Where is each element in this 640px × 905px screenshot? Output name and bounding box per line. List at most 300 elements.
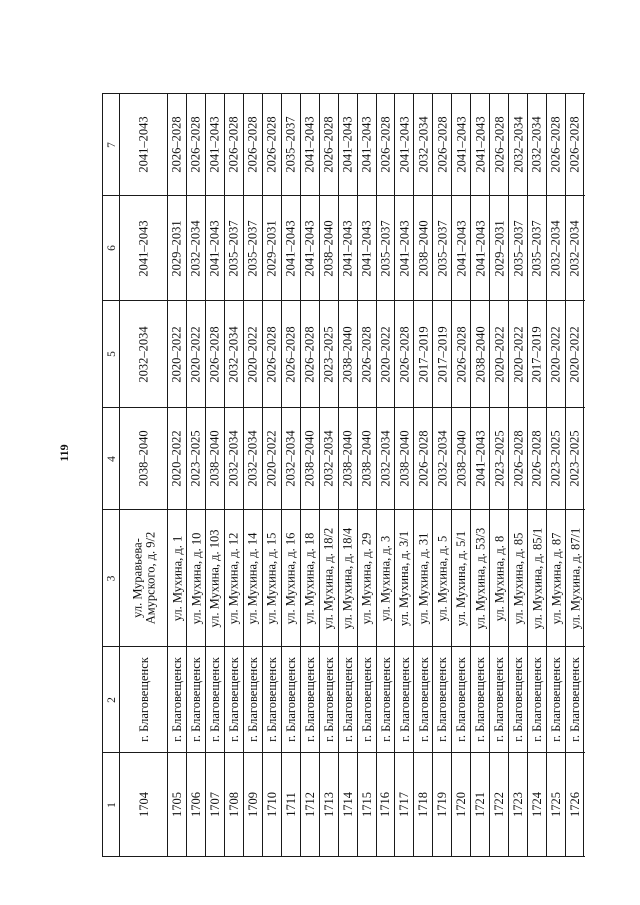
cell-text: 7: [105, 141, 118, 148]
cell-text: 1720: [454, 792, 469, 817]
cell-col-4: [490, 407, 509, 509]
cell-text: 2026–2028: [454, 325, 469, 383]
cell-col-6: [509, 195, 528, 300]
cell-col-5: [263, 300, 282, 407]
cell-text: 2035–2037: [245, 219, 260, 277]
cell-text: г. Благовещенск: [492, 657, 507, 742]
cell-col-6: [206, 195, 225, 300]
cell-text: 1717: [397, 792, 412, 817]
cell-text: 2041–2043: [359, 116, 374, 173]
cell-col-6: [547, 195, 566, 300]
cell-col-3: [206, 509, 225, 646]
cell-col-2: [471, 646, 490, 752]
cell-col-6: [320, 195, 339, 300]
cell-col-3: [452, 509, 471, 646]
cell-text: г. Благовещенск: [435, 657, 450, 742]
cell-col-7: [490, 93, 509, 195]
cell-text: 2020–2022: [188, 325, 203, 383]
cell-text: 2038–2040: [416, 219, 431, 277]
table-row: [300, 93, 319, 857]
cell-col-4: [120, 407, 168, 509]
cell-text: 2026–2028: [435, 116, 450, 173]
cell-text: 2026–2028: [492, 116, 507, 173]
cell-col-3: [395, 509, 414, 646]
cell-text: ул. Мухина, д. 1: [169, 535, 184, 621]
cell-text: 1711: [283, 792, 298, 817]
cell-text: г. Благовещенск: [321, 657, 336, 742]
cell-text: 2020–2022: [549, 325, 564, 383]
cell-col-7: [187, 93, 206, 195]
cell-text: ул. Мухина, д. 3/1: [397, 530, 412, 626]
cell-col-4: [528, 407, 547, 509]
cell-text: 2038–2040: [321, 219, 336, 277]
cell-col-7: [244, 93, 263, 195]
cell-col-7: [263, 93, 282, 195]
cell-col-4: [433, 407, 452, 509]
table-row: [224, 93, 243, 857]
cell-text: 2035–2037: [226, 219, 241, 277]
cell-col-1: [282, 752, 301, 857]
cell-col-5: [471, 300, 490, 407]
cell-text: ул. Мухина, д. 87: [549, 532, 564, 624]
cell-col-6: [395, 195, 414, 300]
cell-text: 2026–2028: [188, 116, 203, 173]
table-row: [565, 93, 584, 857]
cell-text: 2026–2028: [245, 116, 260, 173]
data-table: [102, 93, 584, 857]
cell-text: 2041–2043: [454, 219, 469, 277]
table-row: [489, 93, 508, 857]
cell-text: 2041–2043: [473, 219, 488, 277]
cell-text: ул. Мухина, д. 15: [264, 532, 279, 624]
cell-col-4: [414, 407, 433, 509]
cell-text: 1721: [473, 792, 488, 817]
cell-text: 2041–2043: [207, 116, 222, 173]
cell-text: 5: [105, 351, 118, 357]
cell-text: г. Благовещенск: [416, 657, 431, 742]
cell-text: ул. Мухина, д. 18/2: [321, 527, 336, 629]
cell-text: 2026–2028: [378, 116, 393, 173]
cell-text: 2038–2040: [359, 430, 374, 487]
cell-col-6: [263, 195, 282, 300]
cell-col-5: [320, 300, 339, 407]
cell-col-4: [452, 407, 471, 509]
cell-text: ул. Мухина, д. 16: [283, 532, 298, 624]
cell-col-1: [395, 752, 414, 857]
cell-text: г. Благовещенск: [340, 657, 355, 742]
cell-text: 2032–2034: [511, 116, 526, 173]
cell-text: г. Благовещенск: [454, 657, 469, 742]
cell-col-4: [244, 407, 263, 509]
cell-col-5: [547, 300, 566, 407]
header-cell-col-2: [103, 646, 120, 752]
cell-col-2: [244, 646, 263, 752]
table-header-row: [102, 93, 119, 857]
table-row: [338, 93, 357, 857]
cell-col-3: [377, 509, 396, 646]
cell-col-6: [282, 195, 301, 300]
cell-text: 2020–2022: [568, 325, 583, 383]
cell-col-4: [282, 407, 301, 509]
cell-text: 2041–2043: [397, 116, 412, 173]
cell-col-2: [547, 646, 566, 752]
cell-col-7: [433, 93, 452, 195]
cell-col-2: [528, 646, 547, 752]
cell-text: 2026–2028: [207, 325, 222, 383]
cell-text: г. Благовещенск: [169, 657, 184, 742]
cell-text: г. Благовещенск: [207, 657, 222, 742]
cell-col-4: [225, 407, 244, 509]
cell-col-4: [168, 407, 187, 509]
cell-col-3: [244, 509, 263, 646]
cell-col-4: [339, 407, 358, 509]
cell-col-1: [339, 752, 358, 857]
cell-col-5: [339, 300, 358, 407]
cell-col-1: [225, 752, 244, 857]
cell-text: 2023–2025: [568, 430, 583, 487]
cell-col-6: [433, 195, 452, 300]
cell-col-7: [339, 93, 358, 195]
cell-col-6: [225, 195, 244, 300]
cell-text: 2020–2022: [378, 325, 393, 383]
cell-col-3: [339, 509, 358, 646]
cell-text: 2041–2043: [283, 219, 298, 277]
cell-text: 1712: [302, 792, 317, 817]
cell-col-4: [320, 407, 339, 509]
cell-text: ул. Мухина, д. 87/1: [568, 527, 583, 629]
cell-col-7: [206, 93, 225, 195]
cell-text: 2017–2019: [530, 325, 545, 383]
cell-text: 2032–2034: [136, 325, 151, 383]
cell-col-3: [528, 509, 547, 646]
cell-col-2: [206, 646, 225, 752]
cell-text: 1724: [530, 792, 545, 817]
cell-col-4: [377, 407, 396, 509]
cell-text: г. Благовещенск: [549, 657, 564, 742]
cell-text: 2020–2022: [511, 325, 526, 383]
cell-text: 2026–2028: [226, 116, 241, 173]
cell-text: 2041–2043: [340, 219, 355, 277]
cell-text: 2032–2034: [321, 430, 336, 487]
header-cell-col-3: [103, 509, 120, 646]
table-row: [413, 93, 432, 857]
cell-text: 2038–2040: [340, 325, 355, 383]
cell-col-5: [225, 300, 244, 407]
cell-col-4: [187, 407, 206, 509]
cell-text: ул. Мухина, д. 5: [435, 535, 450, 621]
cell-col-5: [358, 300, 377, 407]
cell-text: г. Благовещенск: [245, 657, 260, 742]
cell-text: ул. Мухина, д. 12: [226, 532, 241, 624]
cell-col-1: [244, 752, 263, 857]
cell-col-5: [566, 300, 585, 407]
cell-text: ул. Мухина, д. 10: [188, 532, 203, 624]
cell-text: 1723: [511, 792, 526, 817]
cell-col-1: [358, 752, 377, 857]
cell-col-7: [377, 93, 396, 195]
cell-text: 2026–2028: [283, 325, 298, 383]
cell-text: г. Благовещенск: [302, 657, 317, 742]
cell-text: 2026–2028: [321, 116, 336, 173]
cell-col-7: [320, 93, 339, 195]
cell-col-3: [358, 509, 377, 646]
cell-text: ул. Мухина, д. 31: [416, 532, 431, 624]
header-cell-col-1: [103, 752, 120, 857]
cell-text: 2032–2034: [378, 430, 393, 487]
table-row: [119, 93, 167, 857]
cell-col-2: [225, 646, 244, 752]
cell-text: 1710: [264, 792, 279, 817]
cell-col-6: [120, 195, 168, 300]
cell-text: ул. Мухина, д. 103: [207, 528, 222, 628]
cell-text: 2041–2043: [302, 219, 317, 277]
cell-col-2: [263, 646, 282, 752]
cell-text: 2032–2034: [283, 430, 298, 487]
table-row: [432, 93, 451, 857]
header-cell-col-5: [103, 300, 120, 407]
cell-text: 2023–2025: [492, 430, 507, 487]
cell-text: 2026–2028: [264, 116, 279, 173]
cell-text: г. Благовещенск: [473, 657, 488, 742]
cell-text: 2: [105, 696, 118, 703]
cell-col-1: [120, 752, 168, 857]
cell-col-5: [490, 300, 509, 407]
cell-col-4: [395, 407, 414, 509]
cell-text: ул. Мухина, д. 85/1: [530, 527, 545, 629]
cell-text: 2038–2040: [207, 430, 222, 487]
cell-text: 3: [105, 575, 117, 581]
cell-col-3: [168, 509, 187, 646]
cell-text: 1719: [435, 792, 450, 817]
cell-col-3: [320, 509, 339, 646]
cell-col-2: [395, 646, 414, 752]
cell-col-2: [320, 646, 339, 752]
cell-col-5: [282, 300, 301, 407]
cell-text: 2032–2034: [416, 116, 431, 173]
cell-col-5: [395, 300, 414, 407]
cell-col-4: [263, 407, 282, 509]
table-row: [319, 93, 338, 857]
cell-text: 1: [105, 801, 118, 808]
table-row: [527, 93, 546, 857]
cell-text: г. Благовещенск: [264, 657, 279, 742]
cell-col-2: [120, 646, 168, 752]
cell-text: 2029–2031: [492, 219, 507, 277]
cell-col-4: [471, 407, 490, 509]
cell-text: ул. Мухина, д. 18/4: [340, 527, 355, 629]
cell-col-6: [452, 195, 471, 300]
cell-col-1: [490, 752, 509, 857]
cell-text: г. Благовещенск: [283, 657, 298, 742]
cell-col-6: [187, 195, 206, 300]
cell-text: 1725: [549, 792, 564, 817]
table-row: [243, 93, 262, 857]
cell-text: 2038–2040: [397, 430, 412, 487]
cell-col-2: [414, 646, 433, 752]
cell-col-2: [358, 646, 377, 752]
cell-col-3: [225, 509, 244, 646]
cell-col-7: [509, 93, 528, 195]
cell-text: 2035–2037: [283, 116, 298, 173]
cell-col-5: [244, 300, 263, 407]
cell-col-2: [187, 646, 206, 752]
cell-text: г. Благовещенск: [511, 657, 526, 742]
cell-col-5: [301, 300, 320, 407]
cell-col-1: [414, 752, 433, 857]
cell-text: 2017–2019: [416, 325, 431, 383]
cell-text: 2041–2043: [359, 219, 374, 277]
cell-col-5: [206, 300, 225, 407]
cell-col-3: [547, 509, 566, 646]
cell-text: 2038–2040: [454, 430, 469, 487]
cell-col-1: [377, 752, 396, 857]
cell-col-4: [206, 407, 225, 509]
header-cell-col-4: [103, 407, 120, 509]
cell-col-5: [377, 300, 396, 407]
cell-text: 2026–2028: [511, 430, 526, 487]
cell-col-1: [263, 752, 282, 857]
cell-col-1: [206, 752, 225, 857]
cell-text: 2041–2043: [473, 116, 488, 173]
cell-text: 2038–2040: [340, 430, 355, 487]
cell-text: 2020–2022: [245, 325, 260, 383]
cell-col-7: [168, 93, 187, 195]
cell-col-3: [490, 509, 509, 646]
table-row: [394, 93, 413, 857]
cell-text: 2041–2043: [454, 116, 469, 173]
cell-text: 1715: [359, 792, 374, 817]
cell-col-6: [377, 195, 396, 300]
cell-col-1: [433, 752, 452, 857]
cell-col-5: [168, 300, 187, 407]
cell-text: г. Благовещенск: [188, 657, 203, 742]
cell-text: 1705: [169, 792, 184, 817]
cell-text: 2026–2028: [302, 325, 317, 383]
cell-text: 1704: [136, 792, 151, 817]
cell-col-4: [301, 407, 320, 509]
cell-text: 2038–2040: [302, 430, 317, 487]
cell-col-1: [168, 752, 187, 857]
cell-text: 2041–2043: [340, 116, 355, 173]
cell-text: 1722: [492, 792, 507, 817]
table-row: [357, 93, 376, 857]
cell-col-3: [282, 509, 301, 646]
cell-col-2: [509, 646, 528, 752]
cell-text: 4: [105, 455, 118, 462]
cell-text: г. Благовещенск: [378, 657, 393, 742]
header-cell-col-6: [103, 195, 120, 300]
cell-col-4: [509, 407, 528, 509]
cell-col-3: [433, 509, 452, 646]
cell-col-3: [120, 509, 168, 646]
cell-col-2: [282, 646, 301, 752]
cell-text: 1713: [321, 792, 336, 817]
cell-text: 2020–2022: [169, 430, 184, 487]
cell-text: 2026–2028: [568, 116, 583, 173]
cell-col-5: [120, 300, 168, 407]
cell-text: ул. Мухина, д. 53/3: [473, 527, 488, 629]
cell-text: г. Благовещенск: [397, 657, 412, 742]
cell-text: ул. Мухина, д. 3: [378, 535, 393, 621]
cell-col-7: [358, 93, 377, 195]
cell-text: 2032–2034: [435, 430, 450, 487]
cell-text: 2026–2028: [397, 325, 412, 383]
cell-text: 2026–2028: [359, 325, 374, 383]
cell-col-6: [471, 195, 490, 300]
cell-text: 1706: [188, 792, 203, 817]
cell-col-6: [566, 195, 585, 300]
cell-col-2: [452, 646, 471, 752]
cell-col-5: [528, 300, 547, 407]
cell-text: 1716: [378, 792, 393, 817]
cell-text: ул. Мухина, д. 85: [511, 532, 526, 624]
cell-text: 2029–2031: [264, 219, 279, 277]
cell-col-5: [452, 300, 471, 407]
cell-text: 2023–2025: [321, 325, 336, 383]
cell-text: 2038–2040: [473, 325, 488, 383]
cell-col-6: [414, 195, 433, 300]
cell-text: 1708: [226, 792, 241, 817]
cell-text: г. Благовещенск: [136, 657, 151, 742]
cell-text: 2035–2037: [378, 219, 393, 277]
cell-text: 2032–2034: [226, 430, 241, 487]
cell-col-2: [490, 646, 509, 752]
cell-text: 2041–2043: [302, 116, 317, 173]
cell-text: 2026–2028: [169, 116, 184, 173]
cell-text: 2032–2034: [549, 219, 564, 277]
cell-text: 2017–2019: [435, 325, 450, 383]
cell-col-2: [339, 646, 358, 752]
cell-col-7: [547, 93, 566, 195]
table-row: [451, 93, 470, 857]
cell-col-3: [263, 509, 282, 646]
cell-text: 1714: [340, 792, 355, 817]
cell-col-6: [168, 195, 187, 300]
cell-text: ул. Мухина, д. 14: [245, 532, 260, 624]
cell-col-4: [566, 407, 585, 509]
cell-text: ул. Муравьева- Амурского, д. 9/2: [130, 531, 158, 625]
cell-col-2: [433, 646, 452, 752]
cell-col-2: [168, 646, 187, 752]
cell-text: 2026–2028: [549, 116, 564, 173]
table-row: [205, 93, 224, 857]
cell-col-2: [301, 646, 320, 752]
cell-col-1: [566, 752, 585, 857]
cell-col-6: [358, 195, 377, 300]
cell-text: 2023–2025: [549, 430, 564, 487]
cell-text: 2026–2028: [264, 325, 279, 383]
cell-text: 2020–2022: [492, 325, 507, 383]
cell-text: 2020–2022: [264, 430, 279, 487]
cell-col-7: [452, 93, 471, 195]
cell-col-7: [566, 93, 585, 195]
cell-col-7: [282, 93, 301, 195]
cell-col-1: [509, 752, 528, 857]
cell-text: 2041–2043: [136, 219, 151, 277]
table-row: [508, 93, 527, 857]
table-row: [186, 93, 205, 857]
cell-col-1: [187, 752, 206, 857]
cell-col-4: [358, 407, 377, 509]
cell-col-5: [433, 300, 452, 407]
cell-col-6: [528, 195, 547, 300]
page-number: 119: [57, 444, 71, 462]
cell-col-3: [566, 509, 585, 646]
table-row: [167, 93, 186, 857]
table-row: [281, 93, 300, 857]
cell-col-7: [528, 93, 547, 195]
cell-text: 2032–2034: [568, 219, 583, 277]
